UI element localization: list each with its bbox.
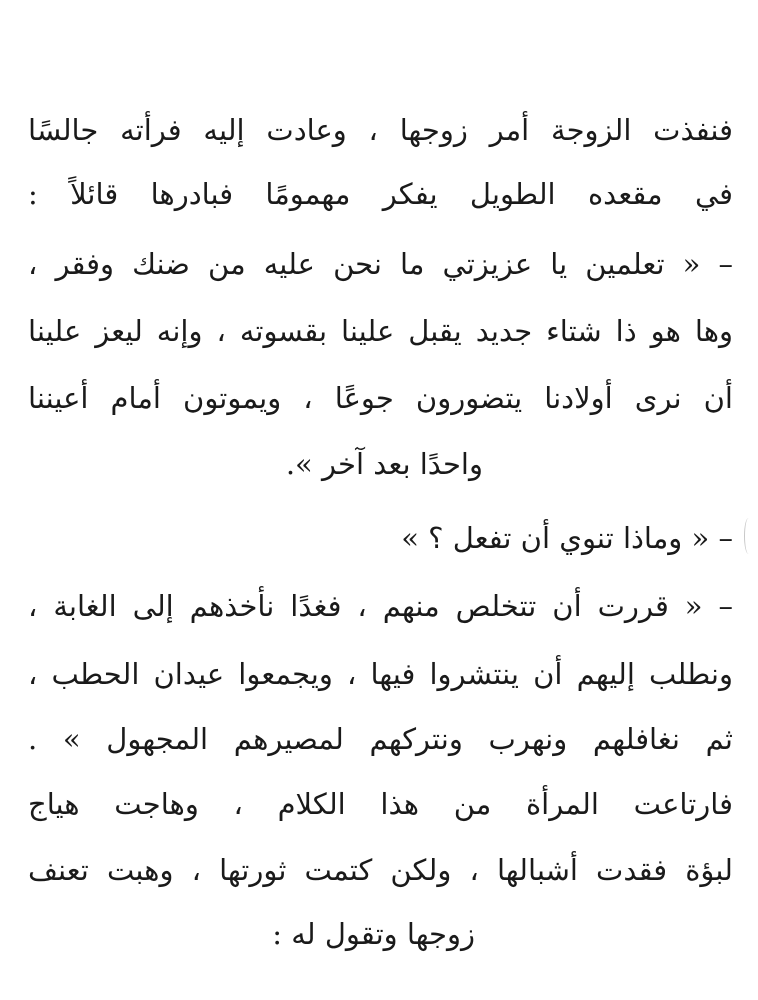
- text-line-6: واحدًا بعد آخر ».: [285, 447, 483, 481]
- scan-edge-mark: [744, 518, 753, 554]
- text-line-8: – « قررت أن تتخلص منهم ، فغدًا نأخذهم إلى الغابة ،: [28, 589, 733, 623]
- text-line-10: ثم نغافلهم ونهرب ونتركهم لمصيرهم المجهول » .: [28, 722, 733, 756]
- text-line-5: أن نرى أولادنا يتضورون جوعًا ، ويموتون أمام أعيننا: [28, 381, 733, 415]
- text-line-4: وها هو ذا شتاء جديد يقبل علينا بقسوته ، وإنه ليعز علينا: [28, 314, 733, 348]
- text-line-2: في مقعده الطويل يفكر مهمومًا فبادرها قائلاً :: [28, 177, 733, 211]
- text-line-13: زوجها وتقول له :: [272, 917, 475, 951]
- text-line-7: – « وماذا تنوي أن تفعل ؟ »: [401, 521, 733, 555]
- text-line-12: لبؤة فقدت أشبالها ، ولكن كتمت ثورتها ، وهبت تعنف: [28, 853, 733, 887]
- text-line-3: – « تعلمين يا عزيزتي ما نحن عليه من ضنك وفقر ،: [28, 247, 733, 281]
- text-line-9: ونطلب إليهم أن ينتشروا فيها ، ويجمعوا عيدان الحطب ،: [28, 657, 733, 691]
- text-line-11: فارتاعت المرأة من هذا الكلام ، وهاجت هياج: [28, 787, 733, 821]
- text-line-1: فنفذت الزوجة أمر زوجها ، وعادت إليه فرأته جالسًا: [28, 113, 733, 147]
